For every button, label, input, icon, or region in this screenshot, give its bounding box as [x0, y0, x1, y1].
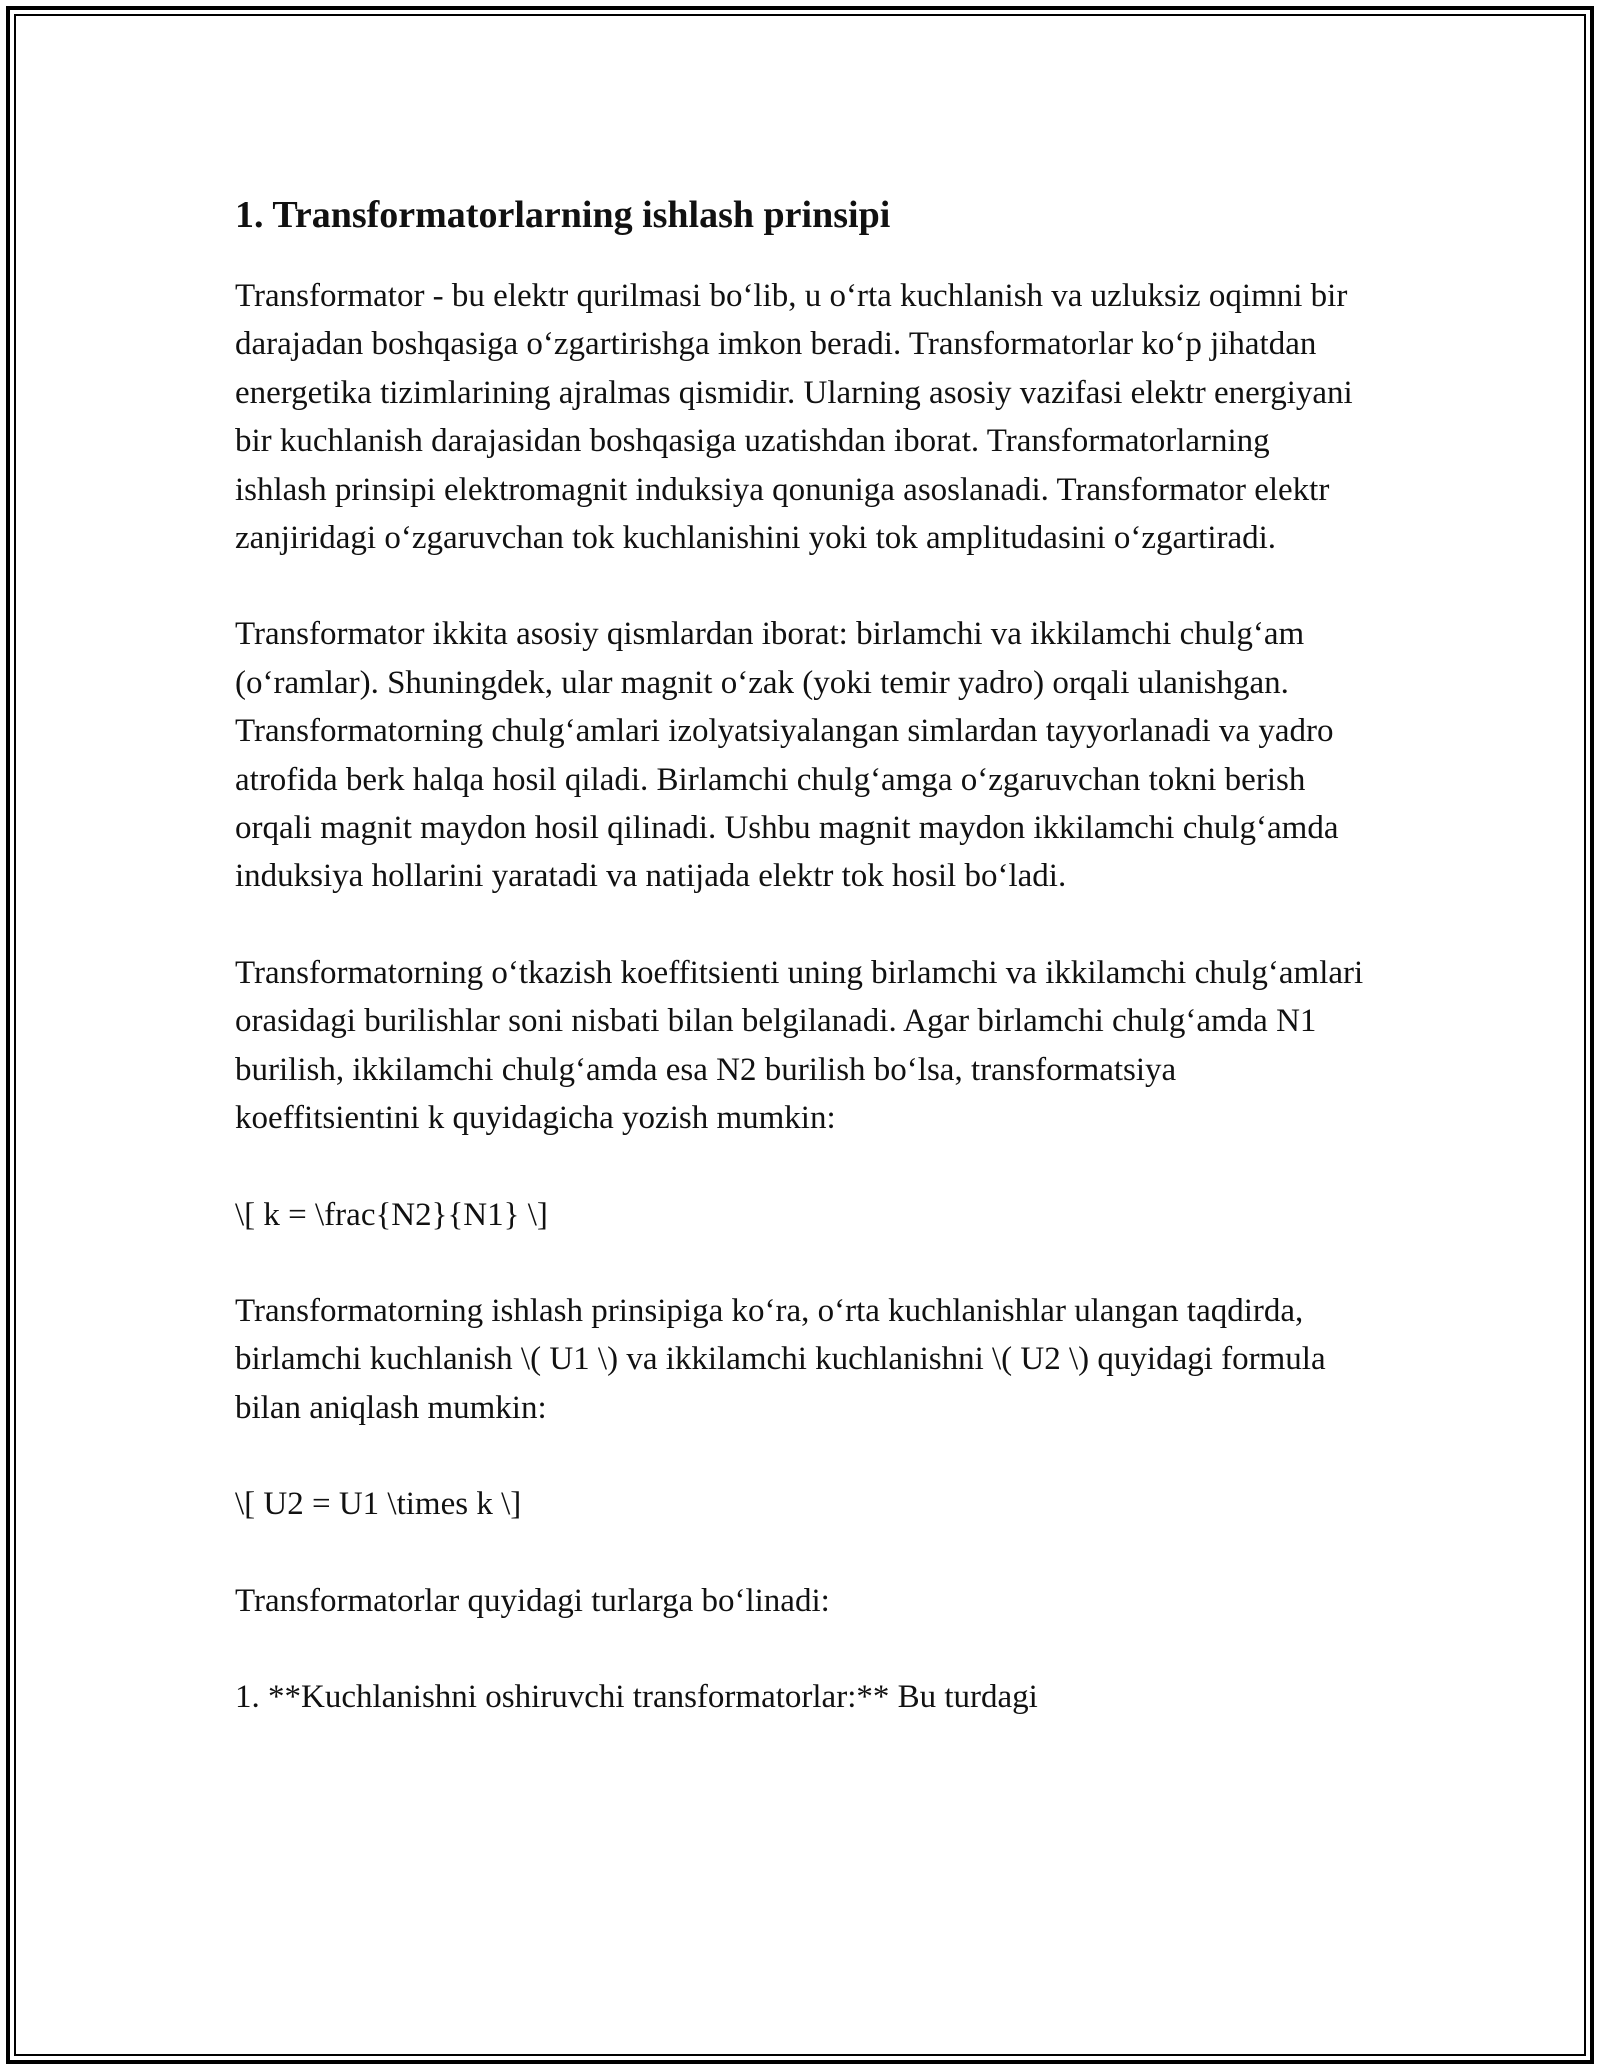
section-heading: 1. Transformatorlarning ishlash prinsipi — [235, 194, 891, 236]
paragraph-ratio: Transformatorning o‘tkazish koeffitsienti uning birlamchi va ikkilamchi chulg‘amlari orasidagi burilishlar soni nisbati bilan belgilanadi. Agar birlamchi chulg‘amda N1 burilish, ikkilamchi chulg‘amda esa N2 burilish bo‘lsa, transformatsiya koeffitsientini k quyidagicha yozish mumkin: — [235, 954, 1364, 1137]
list-item-step-up: 1. **Kuchlanishni oshiruvchi transformatorlar:** Bu turdagi — [235, 1678, 1038, 1715]
paragraph-structure: Transformator ikkita asosiy qismlardan iborat: birlamchi va ikkilamchi chulg‘am (o‘ramlar). Shuningdek, ular magnit o‘zak (yoki temir yadro) orqali ulanishgan. Transformatorning chulg‘amlari izolyatsiyalangan simlardan tayyorlanadi va yadro atrofida berk halqa hosil qiladi. Birlamchi chulg‘amga o‘zgaruvchan tokni berish orqali magnit maydon hosil qilinadi. Ushbu magnit maydon ikkilamchi chulg‘amda induksiya hollarini yaratadi va natijada elektr tok hosil bo‘ladi. — [235, 616, 1339, 895]
document-body — [235, 180, 1365, 1721]
paragraph-voltage: Transformatorning ishlash prinsipiga ko‘ra, o‘rta kuchlanishlar ulangan taqdirda, birlamchi kuchlanish \( U1 \) va ikkilamchi kuchlanishni \( U2 \) quyidagi formula bilan aniqlash mumkin: — [235, 1292, 1326, 1426]
formula-voltage: \[ U2 = U1 \times k \] — [235, 1486, 522, 1523]
formula-ratio: \[ k = \frac{N2}{N1} \] — [235, 1196, 548, 1233]
paragraph-intro: Transformator - bu elektr qurilmasi bo‘lib, u o‘rta kuchlanish va uzluksiz oqimni bir darajadan boshqasiga o‘zgartirishga imkon beradi. Transformatorlar ko‘p jihatdan energetika tizimlarining ajralmas qismidir. Ularning asosiy vazifasi elektr energiyani bir kuchlanish darajasidan boshqasiga uzatishdan iborat. Transformatorlarning ishlash prinsipi elektromagnit induksiya qonuniga asoslanadi. Transformator elektr zanjiridagi o‘zgaruvchan tok kuchlanishini yoki tok amplitudasini o‘zgartiradi. — [235, 278, 1353, 557]
paragraph-types-intro: Transformatorlar quyidagi turlarga bo‘linadi: — [235, 1582, 830, 1619]
